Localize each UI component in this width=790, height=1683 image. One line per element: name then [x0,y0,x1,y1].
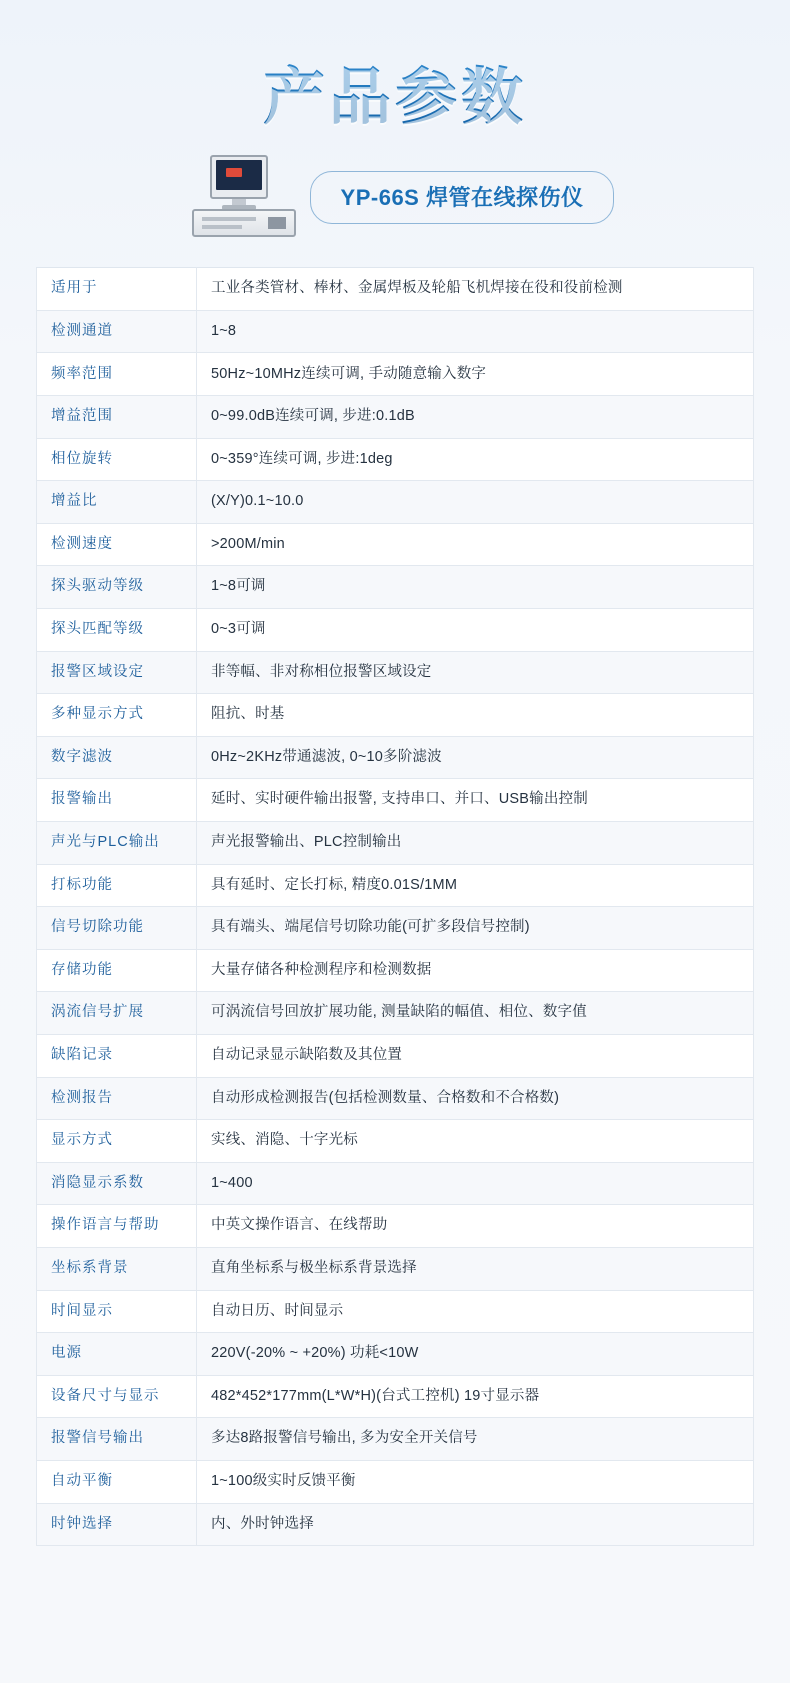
spec-key: 电源 [37,1333,197,1376]
spec-key: 频率范围 [37,353,197,396]
spec-key: 增益范围 [37,396,197,439]
spec-key: 自动平衡 [37,1460,197,1503]
table-row [37,566,754,609]
spec-key: 数字滤波 [37,736,197,779]
spec-value: 具有端头、端尾信号切除功能(可扩多段信号控制) [197,907,754,950]
spec-key: 检测报告 [37,1077,197,1120]
spec-value: 直角坐标系与极坐标系背景选择 [197,1247,754,1290]
spec-value: 482*452*177mm(L*W*H)(台式工控机) 19寸显示器 [197,1375,754,1418]
spec-key: 存储功能 [37,949,197,992]
table-row [37,609,754,652]
table-row [37,353,754,396]
table-row [37,1120,754,1163]
spec-key: 显示方式 [37,1120,197,1163]
spec-key: 操作语言与帮助 [37,1205,197,1248]
table-row [37,523,754,566]
specifications-table-body [37,268,754,1546]
spec-key: 打标功能 [37,864,197,907]
table-row [37,268,754,311]
spec-key: 涡流信号扩展 [37,992,197,1035]
spec-value: 具有延时、定长打标, 精度0.01S/1MM [197,864,754,907]
spec-value: 中英文操作语言、在线帮助 [197,1205,754,1248]
table-row [37,694,754,737]
spec-value: 0~99.0dB连续可调, 步进:0.1dB [197,396,754,439]
spec-value: 声光报警输出、PLC控制输出 [197,822,754,865]
spec-value: 1~8 [197,310,754,353]
spec-value: (X/Y)0.1~10.0 [197,481,754,524]
spec-key: 缺陷记录 [37,1034,197,1077]
spec-key: 适用于 [37,268,197,311]
model-banner [0,155,790,239]
table-row [37,1333,754,1376]
table-row [37,907,754,950]
spec-value: 1~100级实时反馈平衡 [197,1460,754,1503]
spec-value: 50Hz~10MHz连续可调, 手动随意输入数字 [197,353,754,396]
spec-key: 增益比 [37,481,197,524]
table-row [37,1503,754,1546]
spec-value: 1~400 [197,1162,754,1205]
table-row [37,1077,754,1120]
spec-key: 时钟选择 [37,1503,197,1546]
spec-value: 自动形成检测报告(包括检测数量、合格数和不合格数) [197,1077,754,1120]
table-row [37,1205,754,1248]
spec-value: 1~8可调 [197,566,754,609]
spec-value: 0Hz~2KHz带通滤波, 0~10多阶滤波 [197,736,754,779]
table-row [37,1247,754,1290]
spec-key: 探头匹配等级 [37,609,197,652]
desktop-computer-icon [184,155,304,239]
spec-key: 探头驱动等级 [37,566,197,609]
table-row [37,736,754,779]
spec-key: 声光与PLC输出 [37,822,197,865]
spec-key: 检测速度 [37,523,197,566]
table-row [37,310,754,353]
spec-value: 0~3可调 [197,609,754,652]
spec-key: 报警信号输出 [37,1418,197,1461]
table-row [37,1418,754,1461]
spec-key: 坐标系背景 [37,1247,197,1290]
spec-value: 自动日历、时间显示 [197,1290,754,1333]
page-header [0,0,790,239]
spec-key: 检测通道 [37,310,197,353]
spec-value: 220V(-20% ~ +20%) 功耗<10W [197,1333,754,1376]
table-row [37,949,754,992]
table-row [37,864,754,907]
model-name-pill: YP-66S 焊管在线探伤仪 [310,171,615,224]
spec-value: 工业各类管材、棒材、金属焊板及轮船飞机焊接在役和役前检测 [197,268,754,311]
spec-key: 消隐显示系数 [37,1162,197,1205]
spec-value: 阻抗、时基 [197,694,754,737]
spec-value: 0~359°连续可调, 步进:1deg [197,438,754,481]
table-row [37,481,754,524]
table-row [37,1034,754,1077]
spec-key: 信号切除功能 [37,907,197,950]
spec-key: 设备尺寸与显示 [37,1375,197,1418]
table-row [37,822,754,865]
spec-value: 大量存储各种检测程序和检测数据 [197,949,754,992]
spec-key: 多种显示方式 [37,694,197,737]
table-row [37,992,754,1035]
spec-value: >200M/min [197,523,754,566]
table-row [37,779,754,822]
table-row [37,651,754,694]
spec-key: 报警区域设定 [37,651,197,694]
spec-key: 报警输出 [37,779,197,822]
table-row [37,396,754,439]
page-title: 产品参数 [262,63,527,132]
spec-value: 非等幅、非对称相位报警区域设定 [197,651,754,694]
spec-value: 多达8路报警信号输出, 多为安全开关信号 [197,1418,754,1461]
table-row [37,1375,754,1418]
spec-key: 时间显示 [37,1290,197,1333]
spec-value: 实线、消隐、十字光标 [197,1120,754,1163]
table-row [37,1162,754,1205]
specifications-table [36,267,754,1546]
table-row [37,438,754,481]
table-row [37,1460,754,1503]
spec-value: 自动记录显示缺陷数及其位置 [197,1034,754,1077]
spec-key: 相位旋转 [37,438,197,481]
spec-value: 延时、实时硬件输出报警, 支持串口、并口、USB输出控制 [197,779,754,822]
spec-value: 可涡流信号回放扩展功能, 测量缺陷的幅值、相位、数字值 [197,992,754,1035]
table-row [37,1290,754,1333]
spec-value: 内、外时钟选择 [197,1503,754,1546]
